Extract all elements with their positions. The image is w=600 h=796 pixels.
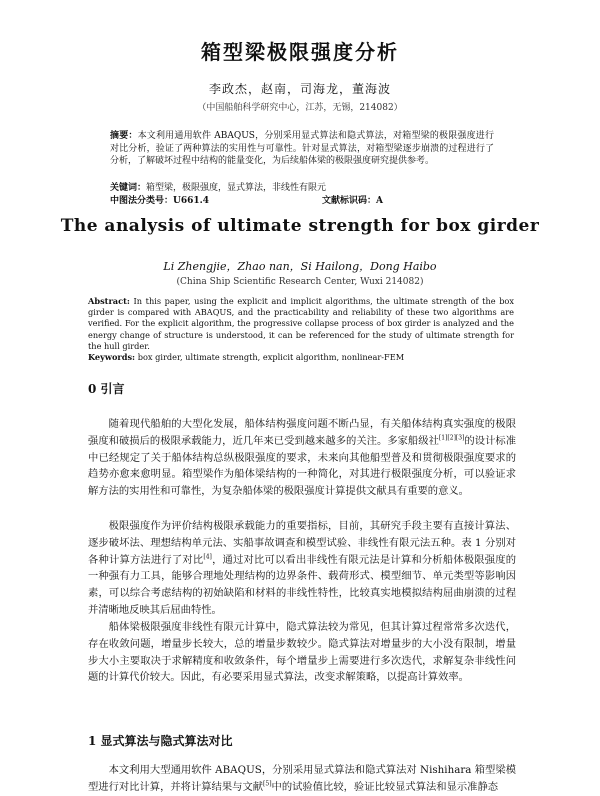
chinese-abstract-text: 本文利用通用软件 ABAQUS，分别采用显式算法和隐式算法，对箱型梁的极限强度进行对比分析，验证了两种算法的实用性与可靠性。针对显式算法，对箱型梁逐步崩溃的过程进行了分析，了解破坏过程中结构的能量变化，为后续船体梁的极限强度研究提供参考。 xyxy=(110,131,494,166)
english-affiliation: (China Ship Scientific Research Center, Wuxi 214082) xyxy=(176,277,424,287)
citation: [4] xyxy=(203,553,212,561)
english-abstract-text: In this paper, using the explicit and implicit algorithms, the ultimate strength of the box girder is compared with ABAQUS, and the practicability and reliability of these two algorithms are verified. For the explicit algorithm, the progressive collapse process of box girder is analyzed and the energy change of structure is understood, it can be referenced for the study of ultimate strength for the hull girder. xyxy=(88,296,514,351)
chinese-keywords xyxy=(110,180,494,193)
classification-label: 中图法分类号： xyxy=(110,196,174,206)
english-abstract-label: Abstract: xyxy=(88,296,130,306)
paragraph-text: 极限强度作为评价结构极限承载能力的重要指标，目前，其研究手段主要有直接计算法、逐步破坏法、理想结构单元法、实船事故调查和模型试验、非线性有限元法五种。表 1 分别对各种计算方法进行了对比 xyxy=(88,520,516,566)
document-code-value: A xyxy=(376,196,383,206)
english-keywords-text: box girder, ultimate strength, explicit algorithm, nonlinear-FEM xyxy=(137,352,405,362)
citation: [1][2][3] xyxy=(438,434,465,442)
paragraph-text: ，通过对比可以看出非线性有限元法是计算和分析船体极限强度的一种强有力工具，能够合理地处理结构的边界条件、载荷形式、模型细节、单元类型等影响因素，可以综合考虑结构的初始缺陷和材料的非线性特性，比较真实地模拟结构屈曲崩溃的过程并清晰地反映其后屈曲特性。 xyxy=(88,553,517,616)
chinese-keywords-label: 关键词： xyxy=(110,183,147,193)
section-heading-method: 1 显式算法与隐式算法对比 xyxy=(88,734,233,748)
chinese-authors: 李政杰，赵南，司海龙，董海波 xyxy=(208,82,391,96)
paragraph-text: 本文利用大型通用软件 ABAQUS，分别采用显式算法和隐式算法对 Nishihara 箱型梁模型进行对比计算，并将计算结果与文献 xyxy=(88,764,516,793)
classification-number xyxy=(110,193,209,206)
classification-value: U661.4 xyxy=(173,196,210,206)
document-code xyxy=(322,193,383,206)
body-paragraph-3: 船体梁极限强度非线性有限元计算中，隐式算法较为常见，但其计算过程常常多次迭代，存在收敛问题，增量步长较大，总的增量步数较少。隐式算法对增量步的大小没有限制，增量步大小主要取决于求解精度和收敛条件，每个增量步上需要进行多次迭代，求解复杂非线性问题的计算代价较大。因此，有必要采用显式算法，改变求解策略，以提高计算效率。 xyxy=(88,621,516,684)
body-paragraph-1 xyxy=(88,416,516,500)
paragraph-text: 随着现代船舶的大型化发展，船体结构强度问题不断凸显，有关船体结构真实强度的极限强度和破损后的极限承载能力，近几年来已受到越来越多的关注。多家船级社 xyxy=(88,418,516,447)
english-abstract xyxy=(88,296,514,352)
english-keywords-label: Keywords: xyxy=(88,352,136,362)
english-title: The analysis of ultimate strength for box girder xyxy=(60,216,540,236)
chinese-affiliation: （中国船舶科学研究中心，江苏，无锡，214082） xyxy=(197,103,403,113)
section-heading-intro: 0 引言 xyxy=(88,382,125,396)
body-paragraph-2 xyxy=(88,518,516,619)
chinese-title: 箱型梁极限强度分析 xyxy=(201,40,399,64)
document-code-label: 文献标识码： xyxy=(322,196,377,206)
chinese-abstract-label: 摘要： xyxy=(110,131,138,141)
citation: [5] xyxy=(263,780,272,788)
chinese-abstract xyxy=(110,130,494,168)
english-keywords xyxy=(88,352,514,362)
paragraph-text: 的设计标准中已经规定了关于船体结构总纵极限强度的要求，未来向其他船型普及和贯彻极限强度要求的趋势亦愈来愈明显。箱型梁作为船体梁结构的一种简化，对其进行极限强度分析，可以验证求解方法的实用性和可靠性，为复杂船体梁的极限强度计算提供文献具有重要的意义。 xyxy=(88,434,517,498)
chinese-keywords-text: 箱型梁，极限强度，显式算法，非线性有限元 xyxy=(146,183,327,193)
english-authors: Li Zhengjie，Zhao nan，Si Hailong，Dong Haibo xyxy=(163,260,437,273)
paragraph-text: 中的试验值比较，验证比较显式算法和显示准静态 xyxy=(271,780,499,793)
